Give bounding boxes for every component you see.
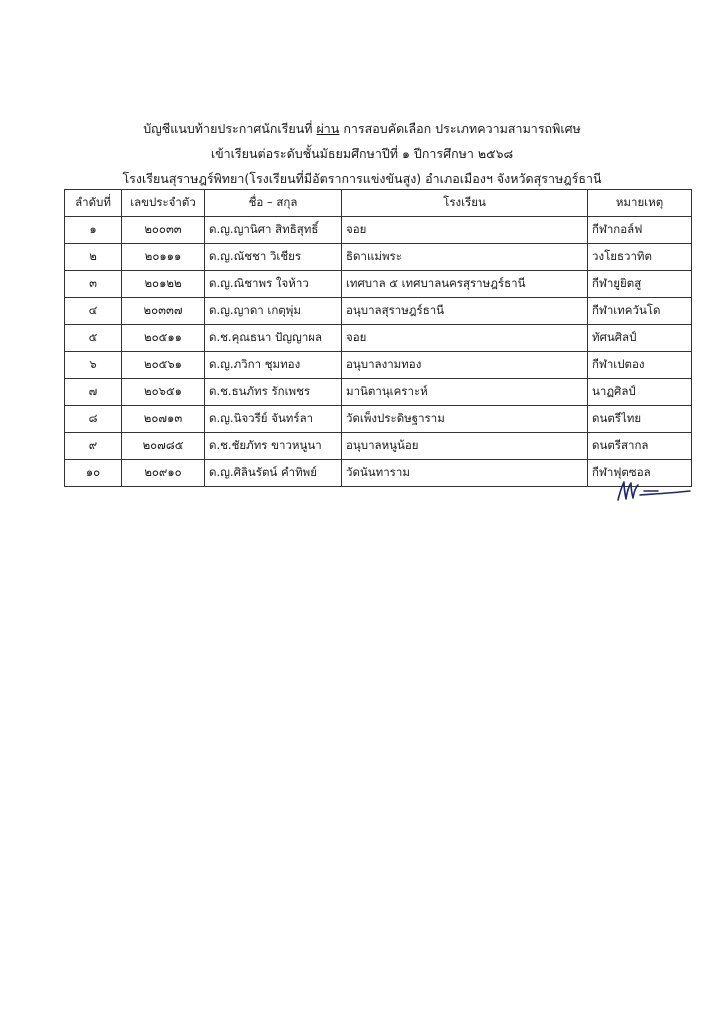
cell-name: ด.ช.คุณธนา ปัญญาผล: [205, 325, 342, 352]
header-line-2: เข้าเรียนต่อระดับชั้นมัธยมศึกษาปีที่ ๑ ปีการศึกษา ๒๕๖๘: [210, 146, 514, 161]
cell-school: อนุบาลสุราษฎร์ธานี: [342, 298, 588, 325]
cell-school: เทศบาล ๕ เทศบาลนครสุราษฎร์ธานี: [342, 271, 588, 298]
cell-order: ๖: [65, 352, 122, 379]
cell-school: ธิดาแม่พระ: [342, 244, 588, 271]
cell-order: ๒: [65, 244, 122, 271]
table-row: [65, 298, 692, 325]
cell-note: นาฏศิลป์: [588, 379, 692, 406]
cell-id: ๒๐๗๑๓: [122, 406, 205, 433]
cell-school: มานิตานุเคราะห์: [342, 379, 588, 406]
table-row: [65, 352, 692, 379]
cell-name: ด.ญ.ศิลินรัตน์ คำทิพย์: [205, 460, 342, 487]
results-table: [64, 189, 692, 487]
cell-order: ๙: [65, 433, 122, 460]
cell-name: ด.ญ.ณัชชา วิเชียร: [205, 244, 342, 271]
table-row: [65, 325, 692, 352]
cell-id: ๒๐๕๖๑: [122, 352, 205, 379]
table-row: [65, 244, 692, 271]
header-name: ชื่อ – สกุล: [205, 190, 342, 217]
cell-name: ด.ญ.ญาดา เกตุพุ่ม: [205, 298, 342, 325]
cell-id: ๒๐๖๕๑: [122, 379, 205, 406]
handwritten-signature: [614, 478, 694, 506]
cell-order: ๑๐: [65, 460, 122, 487]
table-row: [65, 271, 692, 298]
header-passed-word: ผ่าน: [316, 121, 340, 136]
table-row: [65, 406, 692, 433]
cell-note: ทัศนศิลป์: [588, 325, 692, 352]
header-id: เลขประจำตัว: [122, 190, 205, 217]
table-row: [65, 460, 692, 487]
header-line-1-end: การสอบคัดเลือก ประเภทความสามารถพิเศษ: [339, 121, 581, 136]
cell-name: ด.ช.ธนภัทร รักเพชร: [205, 379, 342, 406]
cell-order: ๔: [65, 298, 122, 325]
cell-school: จอย: [342, 325, 588, 352]
cell-order: ๗: [65, 379, 122, 406]
cell-name: ด.ญ.ภวิกา ชุมทอง: [205, 352, 342, 379]
table-row: [65, 379, 692, 406]
header-note: หมายเหตุ: [588, 190, 692, 217]
cell-note: ดนตรีสากล: [588, 433, 692, 460]
cell-note: กีฬาฟุตซอล: [588, 460, 692, 487]
cell-note: วงโยธวาทิต: [588, 244, 692, 271]
header-order: ลำดับที่: [65, 190, 122, 217]
cell-note: กีฬาเปตอง: [588, 352, 692, 379]
cell-id: ๒๐๙๑๐: [122, 460, 205, 487]
document-header: [0, 116, 724, 191]
cell-note: กีฬาเทควันโด: [588, 298, 692, 325]
cell-note: กีฬายูยิตสู: [588, 271, 692, 298]
cell-order: ๘: [65, 406, 122, 433]
cell-name: ด.ญ.ญานิศา สิทธิสุทธิ์: [205, 217, 342, 244]
header-school: โรงเรียน: [342, 190, 588, 217]
cell-school: อนุบาลหนูน้อย: [342, 433, 588, 460]
cell-id: ๒๐๑๑๑: [122, 244, 205, 271]
header-line-3: โรงเรียนสุราษฎร์พิทยา(โรงเรียนที่มีอัตราการแข่งขันสูง) อำเภอเมืองฯ จังหวัดสุราษฎร์ธานี: [122, 171, 602, 186]
cell-name: ด.ญ.ณิชาพร ใจห้าว: [205, 271, 342, 298]
cell-note: กีฬากอล์ฟ: [588, 217, 692, 244]
cell-id: ๒๐๓๓๗: [122, 298, 205, 325]
cell-id: ๒๐๗๘๕: [122, 433, 205, 460]
cell-order: ๓: [65, 271, 122, 298]
cell-name: ด.ญ.นิจวรีย์ จันทร์ลา: [205, 406, 342, 433]
cell-school: จอย: [342, 217, 588, 244]
cell-school: อนุบาลงามทอง: [342, 352, 588, 379]
cell-order: ๑: [65, 217, 122, 244]
cell-id: ๒๐๕๑๑: [122, 325, 205, 352]
header-line-1: [0, 116, 724, 141]
cell-id: ๒๐๑๒๒: [122, 271, 205, 298]
cell-name: ด.ช.ชัยภัทร ขาวหนูนา: [205, 433, 342, 460]
table-row: [65, 433, 692, 460]
header-line-1-start: บัญชีแนบท้ายประกาศนักเรียนที่: [143, 121, 317, 136]
cell-order: ๕: [65, 325, 122, 352]
cell-school: วัดเพ็งประดิษฐาราม: [342, 406, 588, 433]
table-row: [65, 217, 692, 244]
table-header-row: [65, 190, 692, 217]
cell-school: วัดนันทาราม: [342, 460, 588, 487]
cell-id: ๒๐๐๓๓: [122, 217, 205, 244]
cell-note: ดนตรีไทย: [588, 406, 692, 433]
